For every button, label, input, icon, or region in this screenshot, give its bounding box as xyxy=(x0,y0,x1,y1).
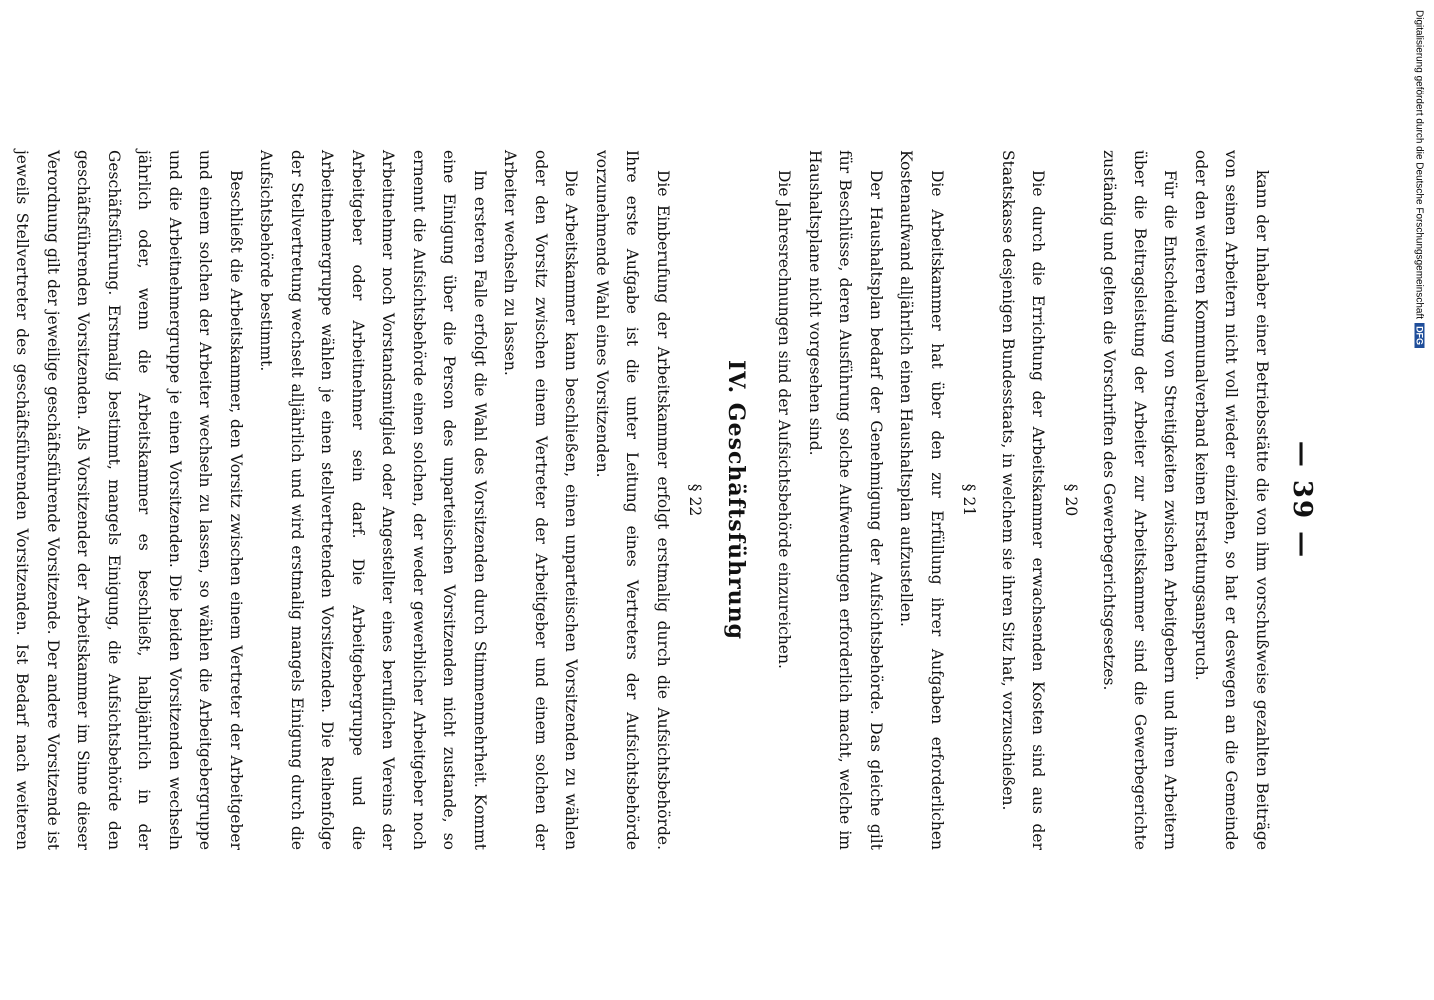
paragraph: Im ersteren Falle erfolgt die Wahl des Vorsitzenden durch Stimmenmehrheit. Kommt eine Einigung über die Person des unparteiischen Vorsitzenden nicht zustande, so ernennt die Aufsichtsbehörde einen solchen, der weder gewerblicher Arbeitgeber noch Arbeitnehmer noch Vorstandsmitglied oder Angestellter eines beruflichen Vereins der Arbeitgeber oder Arbeitnehmer sein darf. Die Arbeitgebergruppe und die Arbeitnehmergruppe wählen je einen stellvertretenden Vorsitzenden. Die Reihenfolge der Stellvertretung wechselt alljährlich und wird erstmalig mangels Einigung durch die Aufsichtsbehörde bestimmt. xyxy=(257,150,489,850)
paragraph: Die Einberufung der Arbeitskammer erfolgt erstmalig durch die Aufsichtsbehörde. Ihre erste Aufgabe ist die unter Leitung eines Vertreters der Aufsichtsbehörde vorzunehmende Wahl eines Vorsitzenden. xyxy=(593,150,672,850)
paragraph: kann der Inhaber einer Betriebsstätte die von ihm vorschußweise gezahlten Beiträge von seinen Arbeitern nicht voll wieder einziehen, so hat er deswegen an die Gemeinde oder den weiteren Kommunalverband keinen Erstattungsanspruch. xyxy=(1192,150,1271,850)
rotated-document-page xyxy=(13,150,1317,850)
dfg-credit-strip xyxy=(1408,0,1430,1000)
dfg-credit xyxy=(1414,10,1425,348)
paragraph: Der Haushaltsplan bedarf der Genehmigung der Aufsichtsbehörde. Das gleiche gilt für Beschlüsse, deren Ausführung solche Aufwendungen erforderlich macht, welche im Haushaltsplane nicht vorgesehen sind. xyxy=(806,150,885,850)
page-body xyxy=(0,150,1277,850)
section-mark: § 21 xyxy=(960,483,979,517)
paragraph: Für die Entscheidung von Streitigkeiten zwischen Arbeitgebern und ihren Arbeitern über die Beitragsleistung der Arbeiter zur Arbeitskammer sind die Gewerbegerichte zuständig und gelten die Vorschriften des Gewerbegerichtsgesetzes. xyxy=(1100,150,1180,850)
section-mark: § 22 xyxy=(686,483,705,517)
paragraph: Beschließt die Arbeitskammer, den Vorsitz zwischen einem Vertreter der Arbeitgeber und einem solchen der Arbeiter wechseln zu lassen, so wählen die Arbeitgebergruppe und die Arbeitnehmergruppe je einen Vorsitzenden. Die beiden Vorsitzenden wechseln jährlich oder, wenn die Arbeitskammer es beschließt, halbjährlich in der Geschäftsführung. Erstmalig bestimmt, mangels Einigung, die Aufsichtsbehörde den geschäftsführenden Vorsitzenden. Als Vorsitzender der Arbeitskammer im Sinne dieser Verordnung gilt der jeweilige geschäftsführende Vorsitzende. Der andere Vorsitzende ist jeweils Stellvertreter des geschäftsführenden Vorsitzenden. Ist Bedarf nach weiteren xyxy=(13,150,245,850)
paragraph: Die Jahresrechnungen sind der Aufsichtsbehörde einzureichen. xyxy=(775,170,794,669)
section-mark: § 20 xyxy=(1062,483,1080,517)
paragraph: Die Arbeitskammer kann beschließen, einen unparteiischen Vorsitzenden zu wählen oder den Vorsitz zwischen einem Vertreter der Arbeitgeber und einem solchen der Arbeiter wechseln zu lassen. xyxy=(501,150,581,850)
page-number: — 39 — xyxy=(1287,440,1317,560)
paragraph: Die durch die Errichtung der Arbeitskammer erwachsenden Kosten sind aus der Staatskasse desjenigen Bundesstaats, in welchem sie ihren Sitz hat, vorzuschießen. xyxy=(999,150,1048,850)
paragraph: Die Arbeitskammer hat über den zur Erfüllung ihrer Aufgaben erforderlichen Kostenaufwand alljährlich einen Haushaltsplan aufzustellen. xyxy=(897,150,946,850)
chapter-heading: IV. Geschäftsführung xyxy=(723,359,749,641)
dfg-logo: DFG xyxy=(1415,323,1425,348)
dfg-credit-text: Digitalisierung gefördert durch die Deutsche Forschungsgemeinschaft xyxy=(1413,10,1425,320)
